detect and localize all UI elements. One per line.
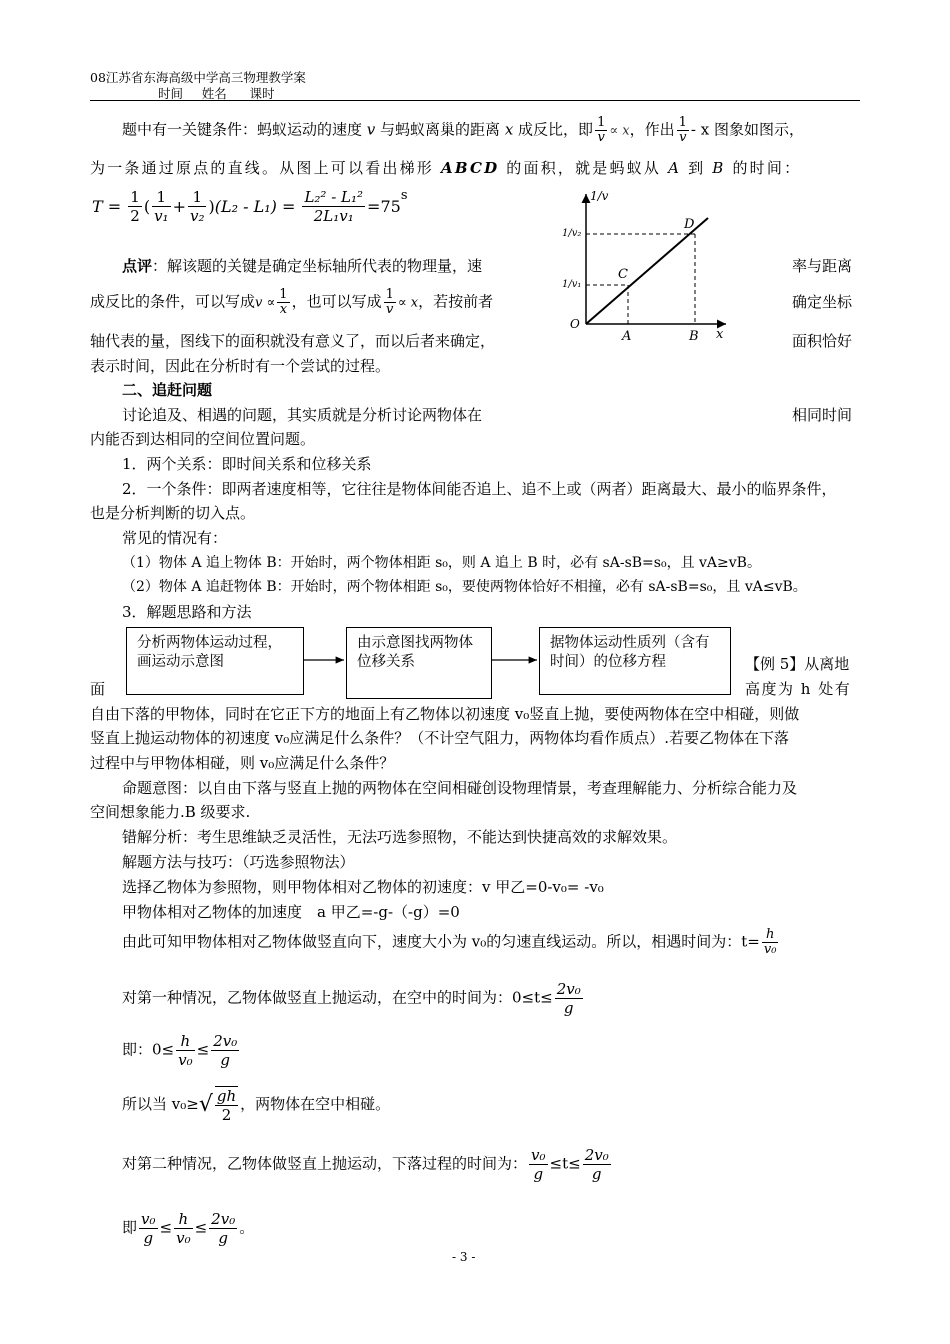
review-line-4: 表示时间，因此在分析时有一个尝试的过程。 [90, 357, 391, 375]
review-line-3-right: 面积恰好 [792, 332, 853, 350]
x-tick-B: B [689, 329, 699, 344]
step-5: 即：0≤ $\frac{h}{\text{v₀}}$ ≤ $\frac{\text{2v₀}}{g}$ [122, 1032, 238, 1069]
section-2-p1b: 内能否到达相同的空间位置问题。 [90, 430, 316, 448]
example-5-l2: 面 [90, 680, 106, 698]
intent-1: 命题意图：以自由下落与竖直上抛的两物体在空间相碰创设物理情景，考查理解能力、分析综合能力及 [122, 779, 798, 797]
header-fields: 时间___姓名___ 课时_____ [158, 86, 306, 101]
y-tick-v1: 1/v₁ [562, 279, 582, 290]
step-3: 由此可知甲物体相对乙物体做竖直向下，速度大小为 v₀的匀速直线运动。所以，相遇时间为：t= $\frac{h}{\text{v₀}}$ [122, 927, 777, 957]
point-D-label: D [684, 217, 695, 232]
section-2-p1a: 讨论追及、相遇的问题，其实质就是分析讨论两物体在 [122, 406, 483, 424]
x-tick-A: A [622, 329, 632, 344]
header-rule [90, 100, 860, 101]
review-line-2: 成反比的条件，可以写成v ∝ $\frac{1}{x}$ ，也可以写成 $\frac{1}{v}$ ∝ x，若按前者 [90, 287, 494, 317]
graph-line [586, 218, 708, 324]
step-2: 甲物体相对乙物体的加速度 a 甲乙=-g-（-g）=0 [122, 903, 460, 921]
item-1: 1．两个关系：即时间关系和位移关系 [122, 455, 372, 473]
flow-box-3: 据物体运动性质列（含有时间）的位移方程 [539, 627, 731, 695]
item-2a: 2．一个条件：即两者速度相等，它往往是物体间能否追上、追不上或（两者）距离最大、最小的临界条件， [122, 480, 837, 498]
item-2b: 也是分析判断的切入点。 [90, 504, 256, 522]
step-7: 对第二种情况，乙物体做竖直上抛运动，下落过程的时间为： $\frac{\text{v₀}}{g}$ ≤t≤ $\frac{\text{2v₀}}{g}$ [122, 1146, 609, 1183]
step-8: 即 $\frac{\text{v₀}}{g}$ ≤ $\frac{h}{\text{v₀}}$ ≤ $\frac{\text{2v₀}}{g}$ 。 [122, 1210, 255, 1247]
example-5-r2: 高度为 h 处有 [745, 680, 852, 698]
error-analysis: 错解分析：考生思维缺乏灵活性，无法巧选参照物，不能达到快捷高效的求解效果。 [122, 828, 678, 846]
y-tick-v2: 1/v₂ [562, 228, 582, 239]
origin-label: O [570, 317, 580, 331]
para-1-line-1: 题中有一关键条件：蚂蚁运动的速度 v 与蚂蚁离巢的距离 x 成反比，即 $\frac{1}{v}$ ∝ x，作出 $\frac{1}{v}$ - x 图象如图示， [122, 115, 804, 145]
example-5-l3: 自由下落的甲物体，同时在它正下方的地面上有乙物体以初速度 v₀竖直上抛，要使两物体在空中相碰，则做 [90, 705, 800, 723]
section-2-p1r: 相同时间 [792, 406, 853, 424]
y-label: 1/v [590, 189, 609, 203]
x-label: x [716, 327, 724, 342]
header-title: 08江苏省东海高级中学高三物理教学案 [90, 70, 306, 85]
review-line-3: 轴代表的量，图线下的面积就没有意义了，而以后者来确定， [90, 332, 496, 350]
review-line-1-right: 率与距离 [792, 257, 853, 275]
common-cases: 常见的情况有： [122, 529, 228, 547]
example-5-l4: 竖直上抛运动物体的初速度 v₀应满足什么条件？（不计空气阻力，两物体均看作质点）.若要乙物体在下落 [90, 729, 790, 747]
step-4: 对第一种情况，乙物体做竖直上抛运动，在空中的时间为：0≤t≤ $\frac{\text{2v₀}}{g}$ [122, 980, 581, 1017]
page-number: - 3 - [452, 1250, 476, 1264]
point-C-label: C [618, 267, 628, 282]
review-line-2-right: 确定坐标 [792, 293, 853, 311]
flow-box-2: 由示意图找两物体位移关系 [346, 627, 492, 699]
flow-box-1: 分析两物体运动过程，画运动示意图 [126, 627, 304, 695]
review-line-1: 点评：解该题的关键是确定坐标轴所代表的物理量，速 [122, 257, 483, 275]
case-1: （1）物体 A 追上物体 B：开始时，两个物体相距 s₀，则 A 追上 B 时，必有 sA-sB=s₀，且 vA≥vB。 [122, 555, 761, 571]
case-2: （2）物体 A 追赶物体 B：开始时，两个物体相距 s₀，要使两物体恰好不相撞，必有 sA-sB=s₀，且 vA≤vB。 [122, 579, 807, 595]
para-1-line-2: 为一条通过原点的直线。从图上可以看出梯形 ABCD 的面积，就是蚂蚁从 A 到 B 的时间： [90, 159, 802, 177]
section-2-title: 二、追赶问题 [122, 381, 213, 399]
trapezoid-graph [560, 186, 740, 346]
method: 解题方法与技巧：（巧选参照物法） [122, 853, 355, 871]
example-5-label: 【例 5】从离地 [745, 655, 850, 673]
example-5-l5: 过程中与甲物体相碰，则 v₀应满足什么条件？ [90, 754, 395, 772]
intent-2: 空间想象能力.B 级要求. [90, 803, 251, 821]
step-6: 所以当 v₀≥√ $\frac{gh}{2}$ ，两物体在空中相碰。 [122, 1087, 391, 1124]
formula-T: T = $\frac{1}{2}$ ( $\frac{1}{\text{v₁}}$ + $\frac{1}{\text{v₂}}$ )(L₂ - L₁) = $\frac{\text{L₂² - L₁²}}{\text{2L₁v₁}}$ $=75^s$ [92, 188, 408, 225]
item-3: 3．解题思路和方法 [122, 603, 252, 621]
step-1: 选择乙物体为参照物，则甲物体相对乙物体的初速度：v 甲乙=0-v₀= -v₀ [122, 878, 604, 896]
flow-arrows [304, 652, 544, 668]
